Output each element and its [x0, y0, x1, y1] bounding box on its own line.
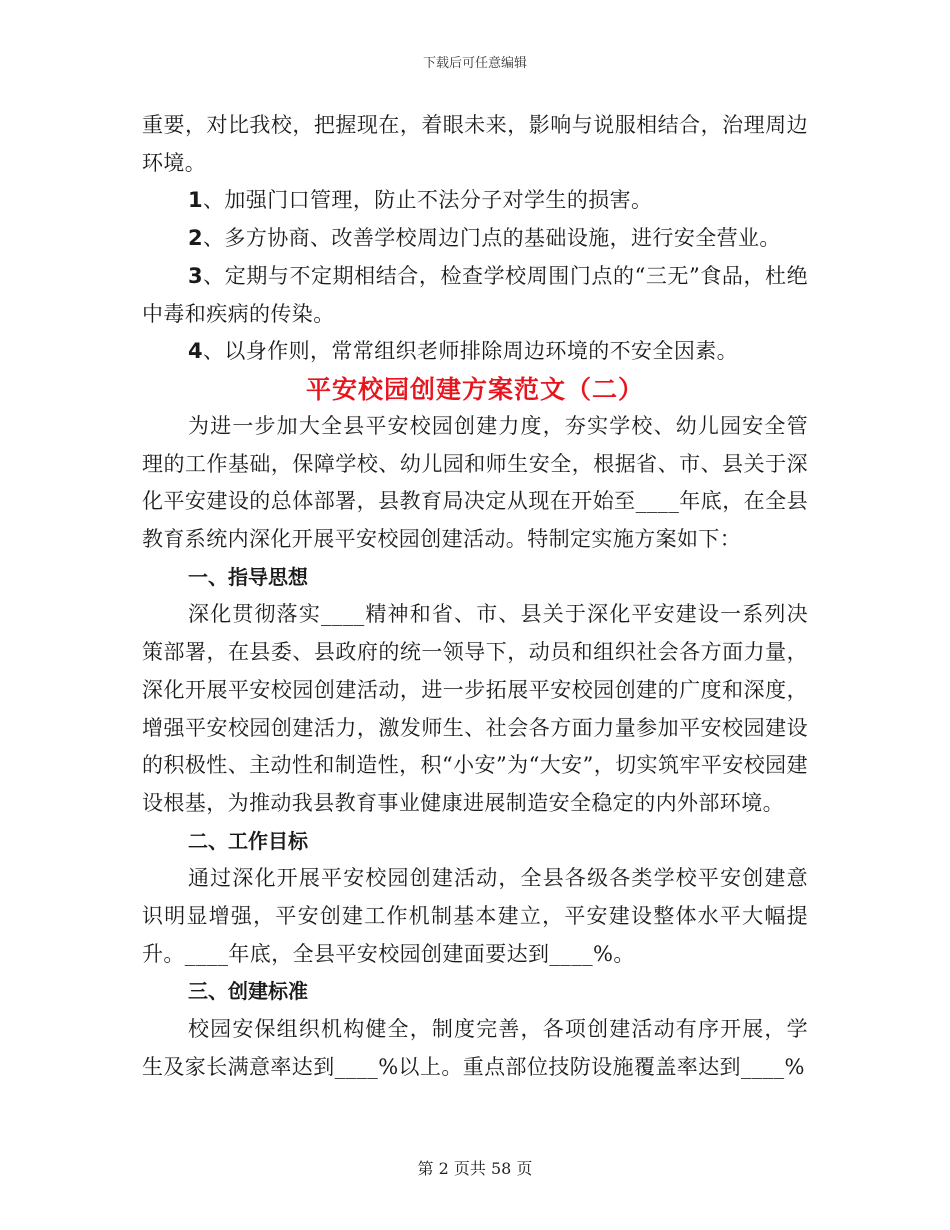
measure-text: 、加强门口管理，防止不法分子对学生的损害。	[203, 188, 653, 213]
section-intro-paragraph: 为进一步加大全县平安校园创建力度，夯实学校、幼儿园安全管理的工作基础，保障学校、幼儿园和师生安全，根据省、市、县关于深化平安建设的总体部署，县教育局决定从现在开始至____年底，在全县教育系统内深化开展平安校园创建活动。特制定实施方案如下：	[142, 413, 808, 552]
paragraph-work-goals: 通过深化开展平安校园创建活动，全县各级各类学校平安创建意识明显增强，平安创建工作机制基本建立，平安建设整体水平大幅提升。____年底，全县平安校园创建面要达到____%。	[142, 866, 808, 966]
heading-guiding-ideology: 一、指导思想	[188, 564, 308, 589]
page-footer: 第 2 页共 58 页	[417, 1159, 533, 1178]
measure-item-1	[142, 182, 808, 220]
page-header: 下载后可任意编辑	[422, 56, 527, 71]
measure-text: 、多方协商、改善学校周边门点的基础设施，进行安全营业。	[203, 226, 781, 251]
measure-number: 1	[188, 188, 204, 213]
paragraph-guiding-ideology: 深化贯彻落实____精神和省、市、县关于深化平安建设一系列决策部署，在县委、县政府的统一领导下，动员和组织社会各方面力量，深化开展平安校园创建活动，进一步拓展平安校园创建的广度和深度，增强平安校园创建活力，激发师生、社会各方面力量参加平安校园建设的积极性、主动性和制造性，积“小安”为“大安”，切实筑牢平安校园建设根基，为推动我县教育事业健康进展制造安全稳定的内外部环境。	[142, 602, 808, 815]
paragraph-creation-standards: 校园安保组织机构健全，制度完善，各项创建活动有序开展，学生及家长满意率达到____%以上。重点部位技防设施覆盖率达到____%	[142, 1017, 808, 1079]
document-body	[142, 107, 808, 1087]
measure-text: 、以身作则，常常组织老师排除周边环境的不安全因素。	[203, 339, 739, 364]
measure-text: 、定期与不定期相结合，检查学校周围门点的“三无”食品，杜绝中毒和疾病的传染。	[142, 263, 808, 326]
measure-item-4	[142, 333, 808, 371]
measure-number: 2	[188, 226, 204, 251]
measure-item-3	[142, 258, 808, 333]
measure-number: 4	[188, 339, 204, 364]
intro-paragraph: 重要，对比我校，把握现在，着眼未来，影响与说服相结合，治理周边环境。	[142, 113, 808, 175]
section-title: 平安校园创建方案范文（二）	[305, 374, 644, 404]
heading-work-goals: 二、工作目标	[188, 828, 308, 853]
heading-creation-standards: 三、创建标准	[188, 979, 308, 1004]
measure-number: 3	[188, 263, 204, 288]
measure-item-2	[142, 220, 808, 258]
